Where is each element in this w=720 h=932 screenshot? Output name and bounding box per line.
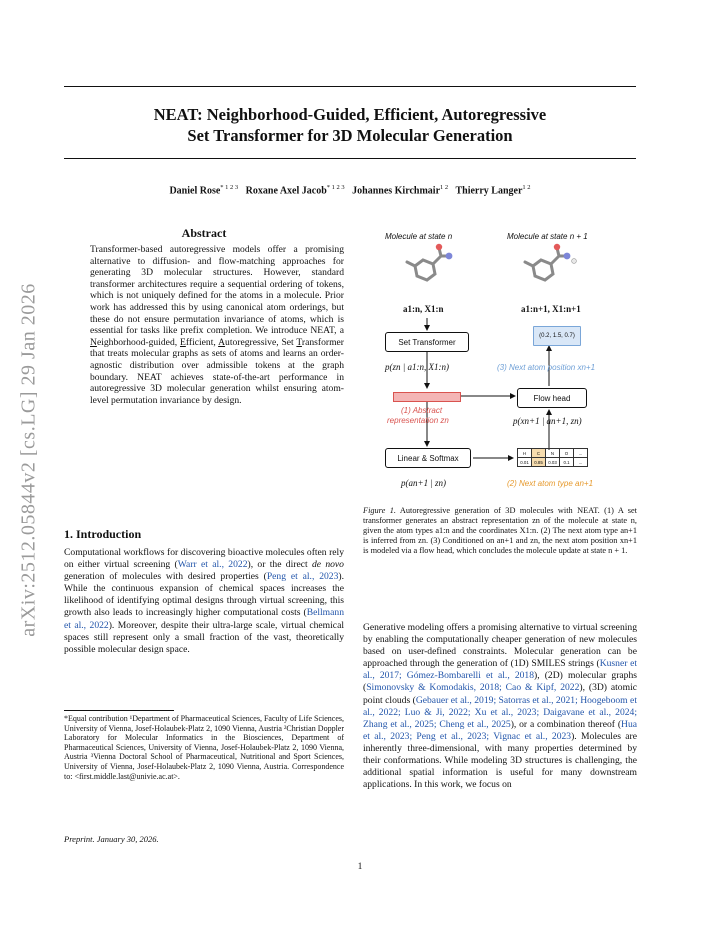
tokens-right: a1:n+1, X1:n+1 (521, 304, 581, 314)
author: Johannes Kirchmair (352, 185, 441, 197)
page-number: 1 (357, 862, 363, 872)
footnote-rule (64, 710, 174, 711)
author: Daniel Rose (169, 185, 221, 197)
author: Roxane Axel Jacob (245, 185, 327, 197)
body-text: ). Moreover, despite their ultra-large scale, virtual chemical spaces still represent only a small fraction of the vast, theoretically possible molecular design space. (64, 619, 344, 655)
citation-link[interactable]: Peng et al., 2023 (266, 571, 339, 583)
next-type-label: (2) Next atom type an+1 (507, 479, 594, 488)
table-cell: ... (574, 458, 588, 467)
title-line-2: Set Transformer for 3D Molecular Generation (187, 126, 513, 145)
acronym-letter: E (179, 336, 186, 348)
acronym-letter: A (218, 336, 226, 348)
table-cell: ... (574, 449, 588, 458)
table-cell: 0.01 (518, 458, 532, 467)
table-cell: C (532, 449, 546, 458)
body-text: ), (3D) atomic point clouds ( (363, 682, 637, 706)
body-text: Generative modeling offers a promising alternative to virtual screening by enabling the computationally cheaper generation of new molecules based on user-defined constraints. Molecular generation can be approached through the generation of (1D) SMILES strings ( (363, 622, 637, 670)
abstract-body (90, 244, 344, 406)
coord-box: (0.2, 1.5, 0.7) (533, 326, 581, 346)
table-cell: 0.85 (532, 458, 546, 467)
abstract-text: utoregressive, Set (225, 336, 297, 348)
atom-type-table (517, 448, 588, 467)
author-affil: 1 2 (440, 184, 449, 191)
abstract-heading: Abstract (181, 226, 227, 240)
body-text: ), (2D) molecular graphs ( (363, 670, 637, 694)
body-text: ). Molecules are inherently three-dimensional, with many properties determined by their conformations. While modeling 3D structures is challenging, the additional spatial information is useful for many downstream applications. In this work, we focus on (363, 730, 637, 791)
table-cell: N (546, 449, 560, 458)
body-text-italic: de novo (311, 559, 344, 571)
figure-label-right: Molecule at state n + 1 (507, 232, 588, 241)
author-affil: * 1 2 3 (326, 184, 345, 191)
set-transformer-box: Set Transformer (385, 332, 469, 352)
abstract-rep-label-1: (1) Abstract (401, 406, 443, 415)
table-cell: O (560, 449, 574, 458)
author-list (64, 184, 636, 196)
body-text: generation of molecules with desired properties ( (64, 571, 267, 583)
title-line-1: NEAT: Neighborhood-Guided, Efficient, Autoregressive (153, 105, 547, 124)
arxiv-sidebar (12, 240, 46, 680)
citation-link[interactable]: Bellmann et al., 2022 (64, 607, 344, 631)
author-affil: * 1 2 3 (220, 184, 239, 191)
table-cell: 0.03 (546, 458, 560, 467)
citation-link[interactable]: Kusner et al., 2017; Gómez-Bombarelli et al., 2018 (363, 658, 637, 682)
figure-label-left: Molecule at state n (385, 232, 453, 241)
acronym-letter: N (90, 336, 97, 348)
table-cell: H (518, 449, 532, 458)
table-row (518, 449, 588, 458)
linear-softmax-box: Linear & Softmax (385, 448, 471, 468)
paper-title (64, 104, 636, 146)
abstract-text: Transformer-based autoregressive models offer a promising alternative to diffusion- and flow-matching approaches for generating 3D molecular structures. However, standard transformer architectures require a sequential ordering of tokens, which is not uniquely defined for the atoms in a molecule. Prior work has addressed this by using canonical atom orderings, but these do not ensure permutation invariance of atoms, which is essential for tasks like prefix completion. We introduce NEAT, a (90, 244, 344, 337)
molecule-right-icon (525, 248, 567, 280)
abstract-text: that treats molecular graphs as sets of atoms and learns an order-agnostic distribution over admissible tokens at the graph boundary. NEAT achieves state-of-the-art performance in autoregressive 3D molecular generation whilst ensuring atom-level permutation invariance by design. (90, 348, 344, 406)
body-text: ). While the continuous expansion of chemical spaces increases the likelihood of identifying optimal designs through virtual screening, this growth also leads to increasingly higher computational costs ( (64, 571, 344, 619)
abstract-rep-label-2: representation zn (387, 416, 449, 425)
citation-link[interactable]: Hua et al., 2023; Peng et al., 2023; Vignac et al., 2023 (363, 718, 637, 742)
section-heading: 1. Introduction (64, 527, 142, 541)
preprint-note: Preprint. January 30, 2026. (64, 834, 159, 844)
abstract-text: fficient, (185, 336, 219, 348)
right-column-paragraph (363, 622, 637, 791)
table-row (518, 458, 588, 467)
tokens-left: a1:n, X1:n (403, 304, 444, 314)
intro-paragraph (64, 547, 344, 656)
molecule-left-icon (407, 248, 449, 280)
abstract-text: ransformer (301, 336, 344, 348)
author-affil: 1 2 (522, 184, 531, 191)
author: Thierry Langer (455, 185, 523, 197)
p-z-expression: p(zn | a1:n, X1:n) (385, 362, 449, 372)
figure-1 (363, 222, 637, 500)
next-position-label: (3) Next atom position xn+1 (497, 363, 596, 372)
acronym-letter: T (296, 336, 302, 348)
figure-caption (363, 506, 637, 556)
title-rule-top (64, 86, 636, 87)
abstract-text: eighborhood-guided, (96, 336, 180, 348)
arxiv-id: arXiv:2512.05844v2 [cs.LG] 29 Jan 2026 (17, 283, 40, 637)
abstract-representation-bar (393, 392, 461, 402)
citation-link[interactable]: Gebauer et al., 2019; Satorras et al., 2021; Hoogeboom et al., 2022; Luo & Ji, 2022; Xu et al., 2023; Daigavane et al., 2024; Zhang et al., 2025; Cheng et al., 2025 (363, 694, 637, 730)
body-text: ), or a combination thereof ( (510, 718, 622, 730)
citation-link[interactable]: Warr et al., 2022 (177, 559, 248, 571)
table-cell: 0.1 (560, 458, 574, 467)
p-a-expression: p(an+1 | zn) (401, 478, 447, 488)
title-rule-bottom (64, 158, 636, 159)
citation-link[interactable]: Simonovsky & Komodakis, 2018; Cao & Kipf, 2022 (366, 682, 580, 694)
body-text: ), or the direct (247, 559, 312, 571)
caption-lead: Figure 1. (363, 506, 396, 515)
p-x-expression: p(xn+1 | an+1, zn) (513, 416, 582, 426)
flow-head-box: Flow head (517, 388, 587, 408)
body-text: Computational workflows for discovering bioactive molecules often rely on either virtual screening ( (64, 547, 344, 571)
affiliation-footnote: *Equal contribution ¹Department of Pharmaceutical Sciences, Faculty of Life Sciences, University of Vienna, Josef-Holaubek-Platz 2, 1090 Vienna, Austria ²Christian Doppler Laboratory for Molecular Informatics in the Biosciences, Department of Pharmaceutical Sciences, University of Vienna, Josef-Holaubek-Platz 2, 1090 Vienna, Austria ³Vienna Doctoral School of Pharmaceutical, Nutritional and Sport Sciences, University of Vienna, Josef-Holaubek-Platz 2, 1090 Vienna, Austria. Correspondence to: <first.middle.last@univie.ac.at>. (64, 714, 344, 781)
caption-text: Autoregressive generation of 3D molecules with NEAT. (1) A set transformer generates an abstract representation zn of the molecule at state n, given the atom types a1:n and the coordinates X1:n. (2) The next atom type an+1 is inferred from zn. (3) Conditioned on an+1 and zn, the next atom position xn+1 is modeled via a flow head, which concludes the molecule update at state n + 1. (363, 506, 637, 555)
